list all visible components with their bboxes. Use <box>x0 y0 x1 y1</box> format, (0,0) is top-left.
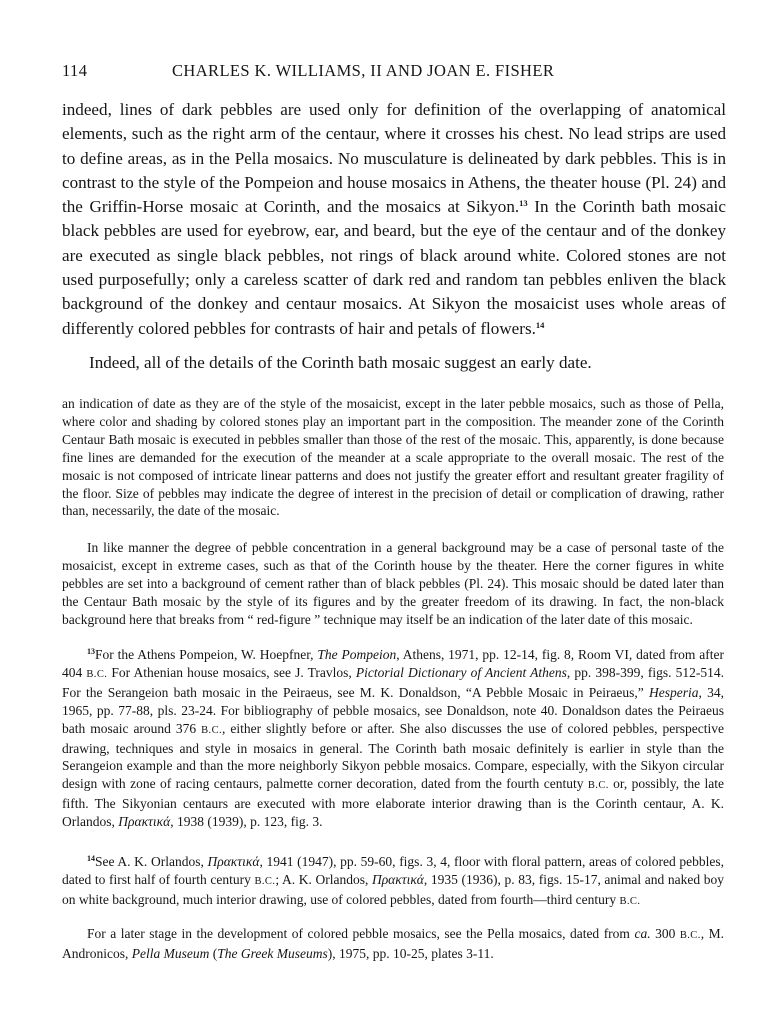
footnote-14-continuation <box>62 925 724 963</box>
running-header <box>62 60 724 82</box>
era-abbrev: B.C. <box>254 875 276 887</box>
footnote-14 <box>62 853 724 911</box>
era-abbrev: B.C. <box>587 780 609 792</box>
abbrev-circa: ca. <box>634 926 651 941</box>
footnote-13-marker: 13 <box>87 647 95 656</box>
body-paragraph-closing: Indeed, all of the details of the Corinth bath mosaic suggest an early date. <box>89 353 592 372</box>
body-text: indeed, lines of dark pebbles are used only for definition of the overlapping of anatomical elements, such as the right arm of the centaur, where it crosses his chest. No lead strips are used to define areas, as in the Pella mosaics. No musculature is delineated by dark pebbles. This is in contrast to the style of the Pompeion and house mosaics in Athens, the theater house (Pl. 24) and the Griffin-Horse mosaic at Corinth, and the mosaics at Sikyon. <box>62 100 726 217</box>
footnote-text: , Athens, 1971, pp. 12-14, fig. 8, Room VI, dated from after 404 <box>62 647 724 680</box>
footnote-text: 300 <box>650 926 680 941</box>
series-title: The Greek Museums <box>217 945 328 961</box>
page-number: 114 <box>62 61 88 80</box>
era-abbrev: B.C. <box>679 930 701 941</box>
journal-title: Hesperia <box>649 684 699 700</box>
footnote-text: ( <box>209 945 218 961</box>
running-title: CHARLES K. WILLIAMS, II AND JOAN E. FISHER <box>172 61 555 80</box>
citation-title: Pictorial Dictionary of Ancient Athens <box>355 664 567 680</box>
body-text: In the Corinth bath mosaic black pebbles are used for eyebrow, ear, and beard, but the eye of the centaur and of the donkey are executed as single black pebbles, not rings of black around white. Colored stones are not used purposefully; only a careless scatter of dark red and random tan pebbles enliven the black background of the donkey and centaur mosaics. At Sikyon the mosaicist uses whole areas of differently colored pebbles for contrasts of hair and petals of flowers. <box>62 197 726 338</box>
journal-title: Πρακτικά <box>118 814 171 830</box>
footnote-text: , 1935 (1936), p. 83, figs. 15-17, animal and naked boy on white background, much interior drawing, use of colored pebbles, dated from fourth—third century <box>62 871 724 907</box>
footnote-text: See A. K. Orlandos, <box>95 854 208 869</box>
footnote-text: , 34, 1965, pp. 77-88, pls. 23-24. For bibliography of pebble mosaics, see Donaldson, note 40. Donaldson dates the Peiraeus bath mosaic around 376 <box>62 684 725 736</box>
footnote-text: ), 1975, pp. 10-25, plates 3-11. <box>327 945 494 961</box>
era-abbrev: B.C. <box>619 895 641 907</box>
footnote-text: , M. Andronicos, <box>62 926 724 961</box>
journal-title: Πρακτικά <box>371 871 424 887</box>
footnote-text: or, possibly, the late fifth. The Sikyonian centaurs are executed with more elaborate interior drawing than is the Corinth centaur, A. K. Orlandos, <box>62 776 724 830</box>
footnote-text: , 1941 (1947), pp. 59-60, figs. 3, 4, floor with floral pattern, areas of colored pebbles, dated to first half of fourth century <box>62 854 724 887</box>
footnote-continuation: an indication of date as they are of the style of the mosaicist, except in the later pebble mosaics, such as those of Pella, where color and shading by colored stones play an important part in the composition. The meander zone of the Corinth Centaur Bath mosaic is executed in pebbles smaller than those of the rest of the mosaic. This, apparently, is done because fine lines are demanded for the execution of the meander at a scale appropriate to the overall mosaic. The rest of the mosaic is not composed of intricate linear patterns and does not justify the greater effort and resultant greater fragility of the floor. Size of pebbles may indicate the degree of interest in the precision of detail or complication of drawing, rather than, necessarily, the date of the mosaic. <box>62 396 724 519</box>
footnote-ref-13[interactable]: 13 <box>519 198 528 209</box>
footnote-14-marker: 14 <box>87 854 95 863</box>
footnote-ref-14[interactable]: 14 <box>535 319 545 330</box>
footnote-text: , either slightly before or after. She also discusses the use of colored pebbles, perspective drawing, techniques and style in mosaics in general. The Corinth bath mosaic definitely is earlier in style than the Serangeion example and than the more neighborly Sikyon pebble mosaics. Compare, especially, with the Sikyon circular design with zone of racing centaurs, palmette corner decoration, dated from the fourth centuty <box>62 720 724 792</box>
journal-title: Πρακτικά <box>207 854 260 869</box>
footnote-continuation-paragraph: In like manner the degree of pebble concentration in a general background may be a case of personal taste of the mosaicist, except in extreme cases, such as that of the Corinth house by the theater. Here the corner figures in white pebbles are set into a background of cement rather than of black pebbles (Pl. 24). This mosaic should be dated later than the Centaur Bath mosaic by the style of its figures and by the greater freedom of its drawing. In fact, the non-black background here that breaks from “ red-figure ” technique may itself be an indication of the later date of this mosaic. <box>62 540 724 627</box>
footnote-text: For the Athens Pompeion, W. Hoepfner, <box>95 647 318 662</box>
era-abbrev: B.C. <box>86 668 108 680</box>
body-paragraph <box>62 98 726 341</box>
footnote-text: , pp. 398-399, figs. 512-514. For the Serangeion bath mosaic in the Peiraeus, see M. K. Donaldson, “A Pebble Mosaic in Peiraeus,” <box>62 664 724 700</box>
citation-title: The Pompeion <box>317 647 397 662</box>
footnote-text: ; A. K. Orlandos, <box>275 871 372 887</box>
citation-title: Pella Museum <box>131 945 210 961</box>
footnote-text: For Athenian house mosaics, see J. Travlos, <box>107 664 356 680</box>
footnote-text: For a later stage in the development of colored pebble mosaics, see the Pella mosaics, dated from <box>87 926 635 941</box>
footnote-text: , 1938 (1939), p. 123, fig. 3. <box>170 814 323 830</box>
era-abbrev: B.C. <box>201 724 223 736</box>
footnote-13 <box>62 646 724 831</box>
